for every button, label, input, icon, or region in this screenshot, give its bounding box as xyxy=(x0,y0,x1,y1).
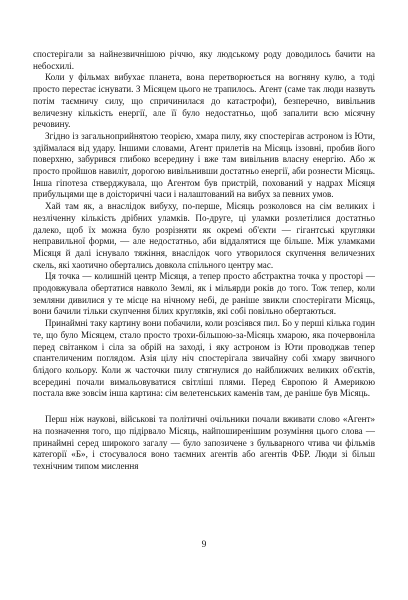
paragraph-dust-cloud: Принаймні таку картину вони побачили, коли розсіявся пил. Бо у перші кілька годин те, що було Місяцем, стало просто трохи-більшою-за-Місяць хмарою, яка почервоніла перед світанком і сіла за обрій на заході, і яку астроном із Юти проводжав тепер спантеличеним поглядом. Азія цілу ніч спостерігала звичайну собі хмару звичного блідого кольору. Коли ж часточки пилу стягнулися до найближчих великих об'єктів, всередині почали вимальовуватися світліші плями. Перед Європою й Америкою постала вже зовсім інша картина: сім велетенських каменів там, де раніше був Місяць. xyxy=(33,318,375,399)
text-column xyxy=(33,49,375,473)
paragraph-continuation: спостерігали за найнезвичнішою річчю, яку людському роду доводилось бачити на небосхилі. xyxy=(33,49,375,71)
section-break xyxy=(33,400,375,414)
paragraph-center-point: Ця точка — колишній центр Місяця, а тепер просто абстрактна точка у просторі — продовжувала обертатися навколо Землі, як і мільярди років до того. Тож тепер, коли земляни дивилися у те місце на нічному небі, де раніше звикли спостерігати Місяць, вони бачили тільки скупчення білих кругляків, які собі повільно обертаються. xyxy=(33,271,375,317)
paragraph-explosion: Коли у фільмах вибухає планета, вона перетворюється на вогняну кулю, а тоді просто перестає існувати. З Місяцем цього не трапилось. Агент (саме так люди назвуть потім таємничу силу, що спричинилася до катастрофи), безперечно, вивільнив величезну кількість енергії, але її було недостатньо, щоб запалити всю місячну речовину. xyxy=(33,72,375,130)
paragraph-agent-term: Перш ніж наукові, військові та політичні очільники почали вживати слово «Агент» на позначення того, що підірвало Місяць, найпоширенішим розуміння цього слова — принаймні серед широкого загалу — було запозичене з бульварного чтива чи фільмів категорії «Б», і стосувалося воно таємних агентів або агентів ФБР. Люди зі більш технічним типом мислення xyxy=(33,414,375,471)
paragraph-theory: Згідно із загальноприйнятою теорією, хмара пилу, яку спостерігав астроном із Юти, здіймалася від удару. Іншими словами, Агент прилетів на Місяць іззовні, пробив його поверхню, забурився глибоко всередину і вже там вивільнив власну енергію. Або ж просто пройшов навиліт, дорогою вивільнивши достатньо енергії, аби рознести Місяць. Інша гіпотеза стверджувала, що Агентом був пристрій, похований у надрах Місяця прибульцями ще в доісторичні часи і налаштований на вибух за певних умов. xyxy=(33,130,375,200)
paragraph-fragments: Хай там як, а внаслідок вибуху, по-перше, Місяць розколовся на сім великих і незліченну кількість дрібних уламків. По-друге, ці уламки розлетілися достатньо далеко, щоб їх можна було розрізняти як окремі об'єкти — гігантські кругляки неправильної форми, — але недостатньо, аби віддалятися ще більше. Між уламками Місяця й далі існувало тяжіння, внаслідок чого утворилося скупчення величезних скель, які хаотично обертались довкола спільного центру мас. xyxy=(33,201,375,270)
page-number: 9 xyxy=(201,540,207,550)
